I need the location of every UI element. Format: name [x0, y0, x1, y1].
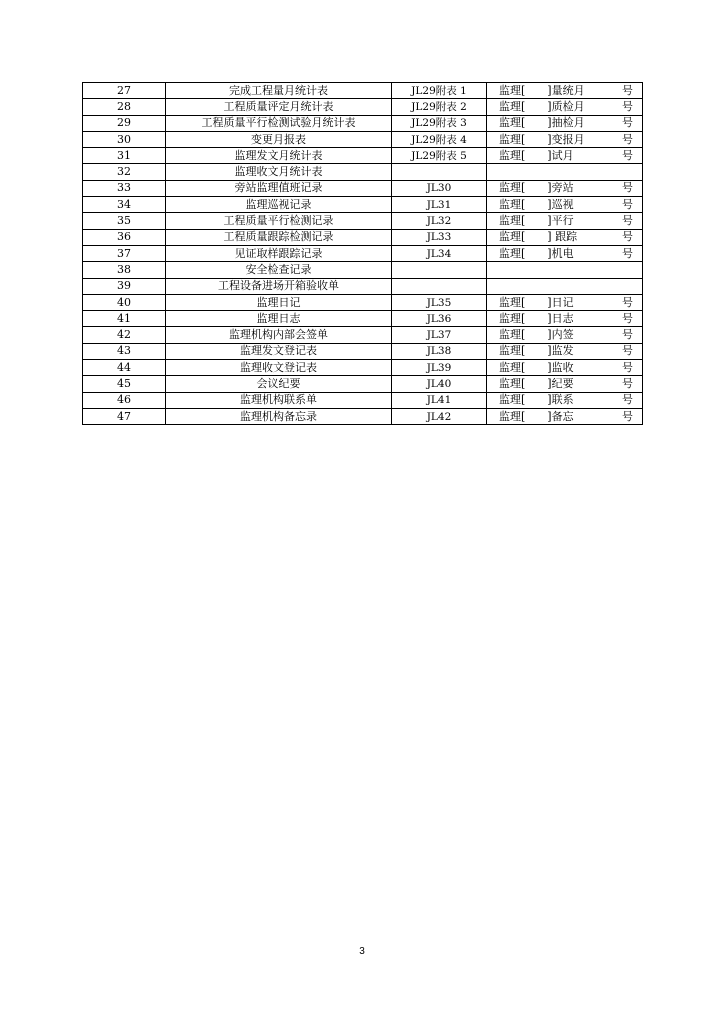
form-name-cell: 工程质量平行检测试验月统计表	[166, 115, 392, 131]
reference-number-cell	[487, 99, 643, 115]
form-code-cell: JL36	[392, 311, 487, 327]
table-row	[83, 392, 643, 408]
form-name-cell: 会议纪要	[166, 376, 392, 392]
reference-number-cell	[487, 327, 643, 343]
reference-suffix: 号	[622, 83, 633, 97]
table-row	[83, 294, 643, 310]
form-name-cell: 工程质量评定月统计表	[166, 99, 392, 115]
reference-number-text	[487, 328, 642, 342]
reference-number-cell	[487, 376, 643, 392]
reference-number-cell	[487, 131, 643, 147]
reference-number-text	[487, 214, 642, 228]
form-code-cell: JL34	[392, 245, 487, 261]
reference-number-cell	[487, 197, 643, 213]
reference-number-text	[487, 393, 642, 407]
form-code-cell: JL30	[392, 180, 487, 196]
form-name-cell: 见证取样跟踪记录	[166, 245, 392, 261]
row-number-cell: 39	[83, 278, 166, 294]
reference-prefix: 监理[ ]日志	[499, 311, 574, 325]
form-list-body	[83, 83, 643, 425]
row-number-cell: 41	[83, 311, 166, 327]
reference-number-cell	[487, 83, 643, 99]
table-row	[83, 311, 643, 327]
row-number-cell: 36	[83, 229, 166, 245]
form-name-cell: 完成工程量月统计表	[166, 83, 392, 99]
form-code-cell: JL32	[392, 213, 487, 229]
reference-number-text	[487, 198, 642, 212]
form-code-cell: JL39	[392, 360, 487, 376]
form-name-cell: 监理巡视记录	[166, 197, 392, 213]
reference-prefix: 监理[ ]内签	[499, 328, 574, 342]
reference-suffix: 号	[622, 214, 633, 228]
form-name-cell: 旁站监理值班记录	[166, 180, 392, 196]
table-row	[83, 164, 643, 180]
table-row	[83, 376, 643, 392]
reference-number-text	[487, 361, 642, 375]
reference-number-cell	[487, 229, 643, 245]
table-row	[83, 99, 643, 115]
table-row	[83, 115, 643, 131]
reference-number-cell	[487, 148, 643, 164]
form-name-cell: 监理发文月统计表	[166, 148, 392, 164]
reference-number-cell	[487, 115, 643, 131]
table-row	[83, 245, 643, 261]
form-code-cell: JL35	[392, 294, 487, 310]
reference-suffix: 号	[622, 181, 633, 195]
row-number-cell: 38	[83, 262, 166, 278]
reference-suffix: 号	[622, 148, 633, 162]
table-row	[83, 180, 643, 196]
reference-prefix: 监理[ ]抽检月	[499, 116, 585, 130]
form-code-cell: JL29附表 5	[392, 148, 487, 164]
table-row	[83, 327, 643, 343]
reference-prefix: 监理[ ]联系	[499, 393, 574, 407]
form-name-cell: 监理发文登记表	[166, 343, 392, 359]
reference-number-cell	[487, 245, 643, 261]
reference-number-cell	[487, 213, 643, 229]
row-number-cell: 27	[83, 83, 166, 99]
table-row	[83, 262, 643, 278]
reference-prefix: 监理[ ]巡视	[499, 197, 574, 211]
reference-suffix: 号	[622, 360, 633, 374]
row-number-cell: 35	[83, 213, 166, 229]
table-row	[83, 343, 643, 359]
reference-number-text	[487, 133, 642, 147]
form-name-cell: 监理机构内部会签单	[166, 327, 392, 343]
row-number-cell: 44	[83, 360, 166, 376]
form-code-cell: JL29附表 2	[392, 99, 487, 115]
form-name-cell: 工程质量平行检测记录	[166, 213, 392, 229]
reference-number-text	[487, 100, 642, 114]
reference-number-cell	[487, 278, 643, 294]
row-number-cell: 34	[83, 197, 166, 213]
form-code-cell: JL29附表 1	[392, 83, 487, 99]
reference-suffix: 号	[622, 230, 633, 244]
reference-prefix: 监理[ ]监发	[499, 344, 574, 358]
reference-prefix: 监理[ ]试月	[499, 148, 574, 162]
reference-number-text	[487, 181, 642, 195]
form-code-cell: JL37	[392, 327, 487, 343]
form-code-cell	[392, 164, 487, 180]
reference-suffix: 号	[622, 99, 633, 113]
form-name-cell: 监理日志	[166, 311, 392, 327]
reference-suffix: 号	[622, 376, 633, 390]
form-name-cell: 工程设备进场开箱验收单	[166, 278, 392, 294]
form-name-cell: 监理日记	[166, 294, 392, 310]
row-number-cell: 47	[83, 408, 166, 424]
reference-prefix: 监理[ ]监收	[499, 360, 574, 374]
form-code-cell	[392, 262, 487, 278]
form-code-cell: JL33	[392, 229, 487, 245]
reference-prefix: 监理[ ]日记	[499, 295, 574, 309]
table-row	[83, 131, 643, 147]
row-number-cell: 33	[83, 180, 166, 196]
form-code-cell: JL29附表 4	[392, 131, 487, 147]
reference-suffix: 号	[622, 197, 633, 211]
row-number-cell: 31	[83, 148, 166, 164]
reference-suffix: 号	[622, 328, 633, 342]
reference-prefix: 监理[ ]质检月	[499, 99, 585, 113]
reference-prefix: 监理[ ]机电	[499, 246, 574, 260]
reference-prefix: 监理[ ]平行	[499, 214, 574, 228]
reference-number-text	[487, 344, 642, 358]
form-name-cell: 监理机构联系单	[166, 392, 392, 408]
form-name-cell: 监理收文月统计表	[166, 164, 392, 180]
table-row	[83, 408, 643, 424]
row-number-cell: 40	[83, 294, 166, 310]
row-number-cell: 43	[83, 343, 166, 359]
form-code-cell: JL31	[392, 197, 487, 213]
form-code-cell: JL41	[392, 392, 487, 408]
reference-prefix: 监理[ ]纪要	[499, 376, 574, 390]
form-code-cell	[392, 278, 487, 294]
table-row	[83, 197, 643, 213]
reference-prefix: 监理[ ]旁站	[499, 181, 574, 195]
reference-number-text	[487, 247, 642, 261]
row-number-cell: 30	[83, 131, 166, 147]
reference-number-text	[487, 116, 642, 130]
reference-suffix: 号	[622, 246, 633, 260]
reference-number-text	[487, 84, 642, 98]
reference-suffix: 号	[622, 116, 633, 130]
reference-number-cell	[487, 180, 643, 196]
reference-suffix: 号	[622, 344, 633, 358]
table-row	[83, 278, 643, 294]
reference-number-cell	[487, 343, 643, 359]
form-code-cell: JL40	[392, 376, 487, 392]
form-name-cell: 监理收文登记表	[166, 360, 392, 376]
table-row	[83, 360, 643, 376]
reference-number-cell	[487, 262, 643, 278]
row-number-cell: 32	[83, 164, 166, 180]
form-name-cell: 变更月报表	[166, 131, 392, 147]
reference-number-text	[487, 230, 642, 244]
page-number: 3	[359, 946, 365, 957]
reference-number-cell	[487, 408, 643, 424]
reference-number-cell	[487, 311, 643, 327]
reference-suffix: 号	[622, 132, 633, 146]
row-number-cell: 29	[83, 115, 166, 131]
reference-number-text	[487, 312, 642, 326]
table-row	[83, 83, 643, 99]
form-name-cell: 监理机构备忘录	[166, 408, 392, 424]
form-code-cell: JL29附表 3	[392, 115, 487, 131]
reference-number-text	[487, 377, 642, 391]
reference-prefix: 监理[ ]量统月	[499, 83, 585, 97]
table-row	[83, 148, 643, 164]
reference-number-text	[487, 149, 642, 163]
reference-suffix: 号	[622, 393, 633, 407]
reference-suffix: 号	[622, 295, 633, 309]
table-row	[83, 213, 643, 229]
row-number-cell: 46	[83, 392, 166, 408]
reference-suffix: 号	[622, 409, 633, 423]
reference-prefix: 监理[ ]备忘	[499, 409, 574, 423]
row-number-cell: 45	[83, 376, 166, 392]
reference-suffix: 号	[622, 311, 633, 325]
reference-number-cell	[487, 164, 643, 180]
reference-number-cell	[487, 294, 643, 310]
form-name-cell: 安全检查记录	[166, 262, 392, 278]
form-name-cell: 工程质量跟踪检测记录	[166, 229, 392, 245]
row-number-cell: 37	[83, 245, 166, 261]
form-code-cell: JL38	[392, 343, 487, 359]
reference-number-cell	[487, 360, 643, 376]
reference-prefix: 监理[ ] 跟踪	[499, 230, 578, 244]
reference-prefix: 监理[ ]变报月	[499, 132, 585, 146]
reference-number-cell	[487, 392, 643, 408]
form-code-cell: JL42	[392, 408, 487, 424]
row-number-cell: 28	[83, 99, 166, 115]
reference-number-text	[487, 296, 642, 310]
table-row	[83, 229, 643, 245]
form-list-table	[82, 82, 643, 425]
reference-number-text	[487, 410, 642, 424]
row-number-cell: 42	[83, 327, 166, 343]
